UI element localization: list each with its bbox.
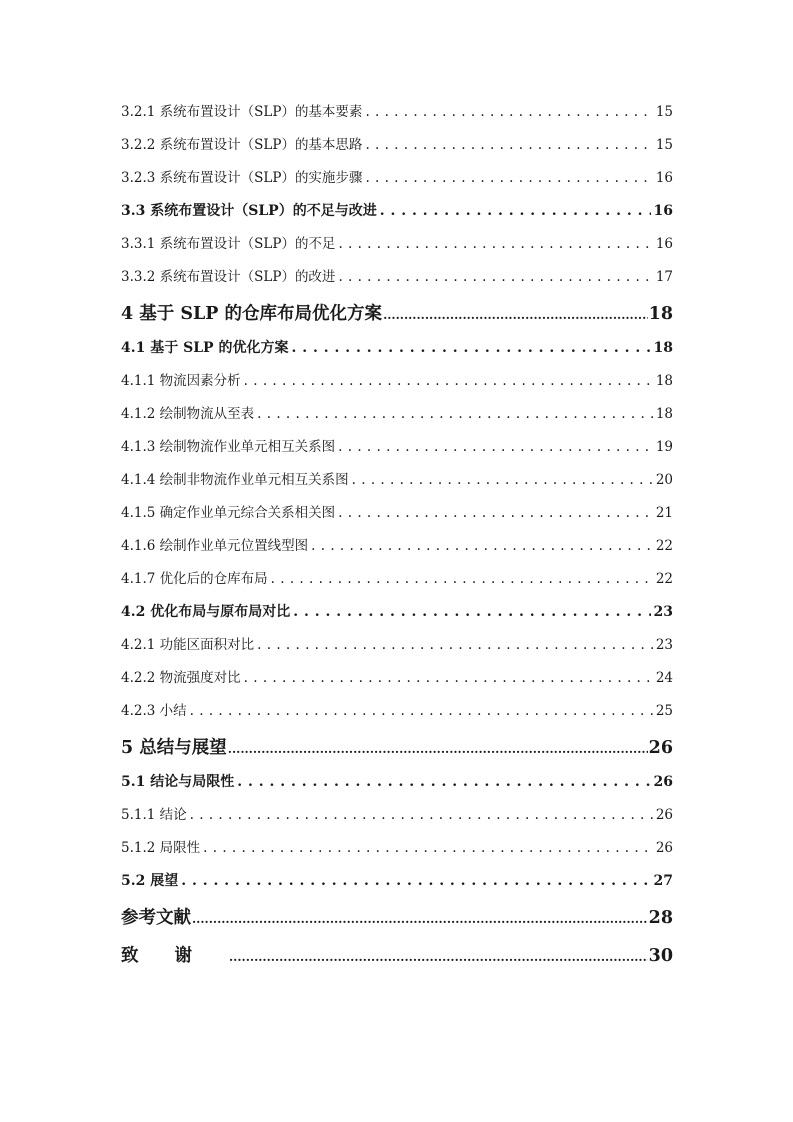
toc-page-number: 22	[655, 538, 673, 554]
toc-page-number: 22	[655, 571, 673, 587]
toc-dot-leader	[257, 402, 653, 427]
toc-dot-leader	[228, 732, 648, 765]
toc-page-number: 16	[655, 170, 673, 186]
toc-entry-title: 4.2 优化布局与原布局对比	[121, 604, 291, 620]
toc-entry-title: 4.1.7 优化后的仓库布局	[121, 571, 268, 587]
toc-entry[interactable]	[121, 869, 673, 902]
toc-entry[interactable]	[121, 534, 673, 567]
toc-page-number: 25	[655, 703, 673, 719]
toc-page-number: 18	[648, 304, 673, 324]
toc-dot-leader	[203, 836, 653, 861]
toc-page-number: 16	[653, 203, 673, 219]
toc-dot-leader	[365, 100, 652, 125]
toc-entry[interactable]	[121, 468, 673, 501]
toc-page-number: 23	[653, 604, 673, 620]
toc-entry[interactable]	[121, 133, 673, 166]
toc-entry[interactable]	[121, 940, 673, 978]
toc-entry[interactable]	[121, 369, 673, 402]
toc-dot-leader	[365, 166, 652, 191]
toc-entry[interactable]	[121, 836, 673, 869]
toc-dot-leader	[237, 770, 650, 795]
toc-entry-title: 5.2 展望	[121, 873, 179, 889]
toc-page-number: 18	[655, 406, 673, 422]
toc-dot-leader	[365, 133, 652, 158]
toc-entry-title: 4.2.1 功能区面积对比	[121, 637, 255, 653]
toc-dot-leader	[244, 666, 653, 691]
toc-dot-leader	[291, 336, 650, 361]
toc-dot-leader	[293, 600, 650, 625]
toc-dot-leader	[311, 534, 653, 559]
toc-entry-title: 致谢	[121, 946, 228, 966]
toc-entry-title: 5.1.2 局限性	[121, 840, 201, 856]
toc-page-number: 26	[655, 807, 673, 823]
toc-entry[interactable]	[121, 298, 673, 336]
toc-dot-leader	[190, 803, 653, 828]
toc-page-number: 26	[648, 738, 673, 758]
toc-entry-title: 3.3 系统布置设计（SLP）的不足与改进	[121, 203, 377, 219]
table-of-contents	[121, 100, 673, 978]
toc-entry[interactable]	[121, 100, 673, 133]
toc-entry[interactable]	[121, 666, 673, 699]
toc-entry-title: 4.1.6 绘制作业单元位置线型图	[121, 538, 309, 554]
toc-entry[interactable]	[121, 166, 673, 199]
toc-entry-title: 4.2.2 物流强度对比	[121, 670, 241, 686]
toc-page-number: 17	[655, 269, 673, 285]
toc-entry-title: 5.1.1 结论	[121, 807, 187, 823]
toc-entry-title: 3.3.2 系统布置设计（SLP）的改进	[121, 269, 336, 285]
toc-entry[interactable]	[121, 402, 673, 435]
toc-entry-title: 5.1 结论与局限性	[121, 774, 235, 790]
toc-dot-leader	[229, 940, 648, 973]
toc-entry[interactable]	[121, 902, 673, 940]
toc-entry-title: 4.1.2 绘制物流从至表	[121, 406, 255, 422]
toc-page-number: 15	[655, 104, 673, 120]
toc-entry[interactable]	[121, 336, 673, 369]
toc-entry[interactable]	[121, 803, 673, 836]
toc-entry-title: 4.1.1 物流因素分析	[121, 373, 241, 389]
toc-page-number: 15	[655, 137, 673, 153]
toc-page-number: 23	[655, 637, 673, 653]
toc-dot-leader	[338, 265, 652, 290]
toc-dot-leader	[244, 369, 653, 394]
toc-page-number: 16	[655, 236, 673, 252]
toc-dot-leader	[181, 869, 650, 894]
toc-entry-title: 4.2.3 小结	[121, 703, 187, 719]
toc-entry[interactable]	[121, 600, 673, 633]
toc-entry[interactable]	[121, 699, 673, 732]
toc-entry-title: 3.2.3 系统布置设计（SLP）的实施步骤	[121, 170, 363, 186]
toc-dot-leader	[338, 501, 653, 526]
toc-entry[interactable]	[121, 567, 673, 600]
toc-dot-leader	[271, 567, 653, 592]
toc-entry[interactable]	[121, 732, 673, 770]
toc-page-number: 21	[655, 505, 673, 521]
toc-page-number: 24	[655, 670, 673, 686]
toc-page-number: 28	[648, 908, 673, 928]
toc-dot-leader	[190, 699, 653, 724]
toc-entry-title: 4.1.4 绘制非物流作业单元相互关系图	[121, 472, 349, 488]
toc-entry[interactable]	[121, 199, 673, 232]
toc-entry-title: 3.2.1 系统布置设计（SLP）的基本要素	[121, 104, 363, 120]
toc-page-number: 26	[653, 774, 673, 790]
toc-entry[interactable]	[121, 232, 673, 265]
toc-entry-title: 3.3.1 系统布置设计（SLP）的不足	[121, 236, 336, 252]
toc-entry[interactable]	[121, 633, 673, 666]
toc-dot-leader	[352, 468, 653, 493]
toc-entry-title: 5 总结与展望	[121, 738, 227, 758]
toc-entry[interactable]	[121, 770, 673, 803]
toc-entry-title: 4 基于 SLP 的仓库布局优化方案	[121, 304, 383, 324]
toc-dot-leader	[338, 435, 653, 460]
toc-dot-leader	[380, 199, 651, 224]
toc-dot-leader	[338, 232, 652, 257]
toc-entry-title: 3.2.2 系统布置设计（SLP）的基本思路	[121, 137, 363, 153]
toc-dot-leader	[192, 902, 648, 935]
toc-entry-title: 参考文献	[121, 908, 191, 928]
toc-page-number: 18	[653, 340, 673, 356]
toc-page-number: 20	[655, 472, 673, 488]
toc-page-number: 18	[655, 373, 673, 389]
toc-page-number: 26	[655, 840, 673, 856]
toc-entry-title: 4.1.3 绘制物流作业单元相互关系图	[121, 439, 336, 455]
toc-entry[interactable]	[121, 501, 673, 534]
toc-page-number: 27	[653, 873, 673, 889]
toc-dot-leader	[257, 633, 653, 658]
toc-page-number: 30	[648, 946, 673, 966]
toc-dot-leader	[383, 298, 648, 331]
toc-entry-title: 4.1.5 确定作业单元综合关系相关图	[121, 505, 336, 521]
toc-entry[interactable]	[121, 265, 673, 298]
toc-entry-title: 4.1 基于 SLP 的优化方案	[121, 340, 289, 356]
toc-entry[interactable]	[121, 435, 673, 468]
toc-page-number: 19	[655, 439, 673, 455]
